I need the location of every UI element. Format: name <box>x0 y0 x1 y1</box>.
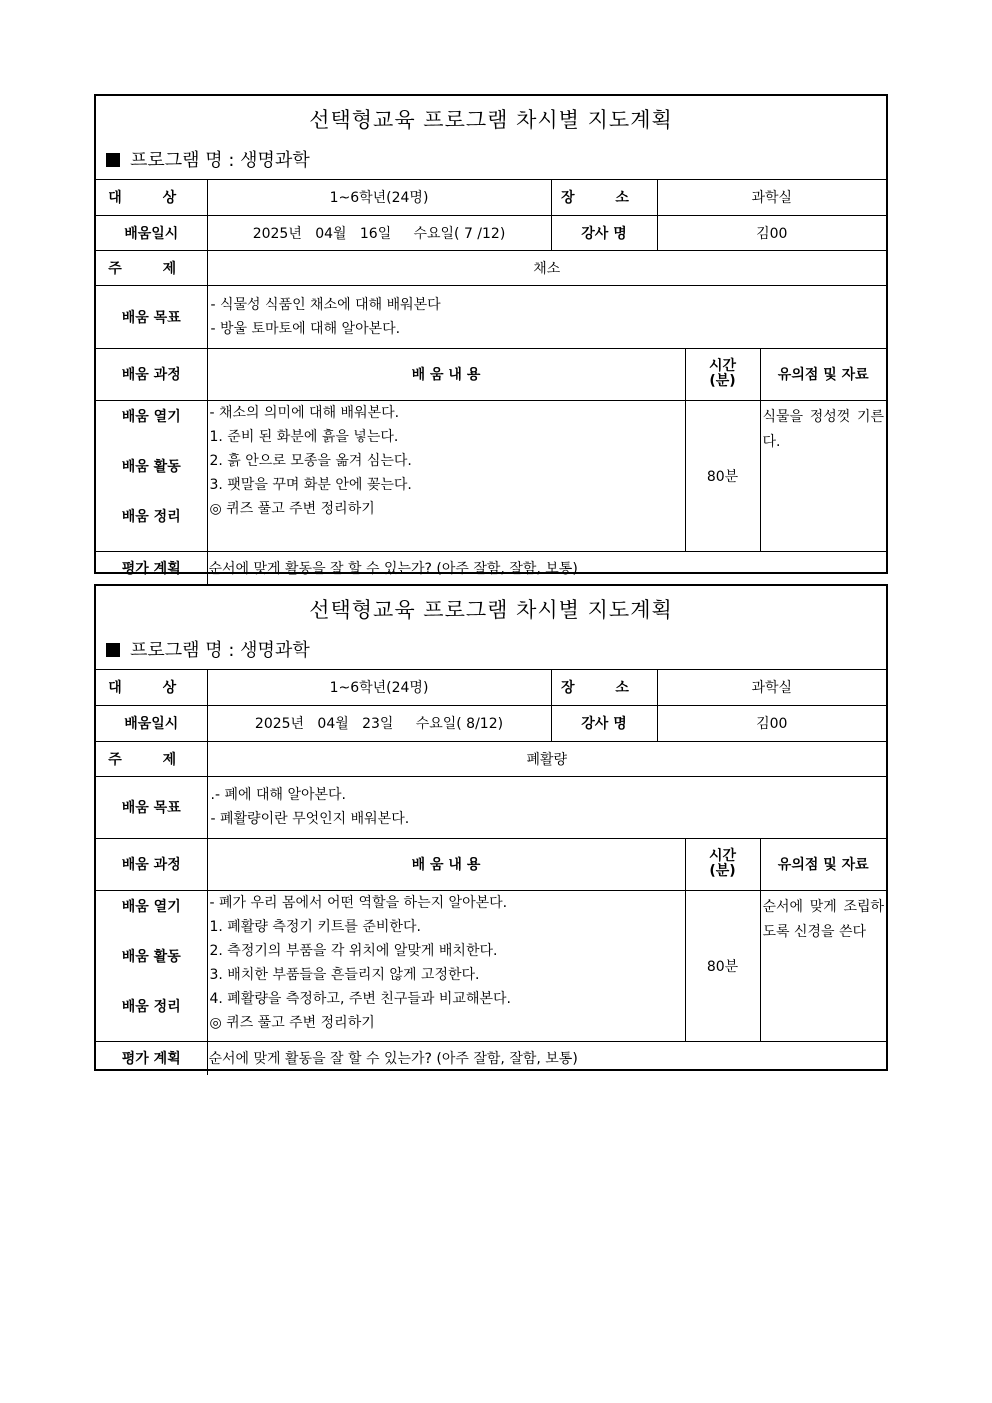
place-value: 과학실 <box>657 670 886 705</box>
target-label: 대 상 <box>96 180 207 215</box>
process-row <box>96 890 886 1041</box>
program-name-text: 프로그램 명 : 생명과학 <box>130 150 310 171</box>
goal-line: - 방울 토마토에 대해 알아본다. <box>210 320 401 337</box>
plan-table <box>96 670 886 1075</box>
date-label: 배움일시 <box>96 705 207 741</box>
place-label: 장 소 <box>551 180 657 215</box>
place-label: 장 소 <box>551 670 657 705</box>
evaluation-row <box>96 1041 886 1075</box>
content-line: ◎ 퀴즈 풀고 주변 정리하기 <box>209 1014 375 1031</box>
evaluation-value: 순서에 맞게 활동을 잘 할 수 있는가? (아주 잘함, 잘함, 보통) <box>207 1041 886 1075</box>
target-value: 1~6학년(24명) <box>207 670 551 705</box>
process-row <box>96 400 886 551</box>
content-line: 3. 팻말을 꾸며 화분 안에 꽂는다. <box>209 476 412 493</box>
date-row <box>96 215 886 250</box>
process-header-row <box>96 348 886 400</box>
content-label: 배 움 내 용 <box>207 838 685 890</box>
goal-value <box>207 285 886 348</box>
topic-value: 폐활량 <box>207 741 886 776</box>
date-label: 배움일시 <box>96 215 207 250</box>
time-label: 시간 (분) <box>685 348 760 400</box>
target-value: 1~6학년(24명) <box>207 180 551 215</box>
lesson-plan-2 <box>94 584 888 1071</box>
content-line: 1. 폐활량 측정기 키트를 준비한다. <box>209 918 421 935</box>
black-square-icon <box>106 643 120 657</box>
program-name <box>106 146 310 172</box>
goal-label: 배움 목표 <box>96 776 207 838</box>
stage-labels <box>96 400 207 551</box>
date-row <box>96 705 886 741</box>
time-value: 80분 <box>685 400 760 551</box>
stage-close: 배움 정리 <box>121 508 181 525</box>
stage-open: 배움 열기 <box>121 898 181 915</box>
goal-line: .- 폐에 대해 알아본다. <box>210 787 346 803</box>
topic-label: 주 제 <box>96 250 207 285</box>
content-value <box>207 890 685 1041</box>
instructor-value: 김00 <box>657 215 886 250</box>
content-line: 1. 준비 된 화분에 흙을 넣는다. <box>209 428 399 445</box>
instructor-label: 강사 명 <box>551 215 657 250</box>
content-line: - 폐가 우리 몸에서 어떤 역할을 하는지 알아본다. <box>209 894 508 911</box>
place-value: 과학실 <box>657 180 886 215</box>
notes-label: 유의점 및 자료 <box>760 348 886 400</box>
evaluation-label: 평가 계획 <box>96 551 207 585</box>
plan-header <box>96 96 886 180</box>
evaluation-row <box>96 551 886 585</box>
content-line: 4. 폐활량을 측정하고, 주변 친구들과 비교해본다. <box>209 990 511 1007</box>
date-value: 2025년 04월 23일 수요일( 8/12) <box>207 705 551 741</box>
topic-row <box>96 741 886 776</box>
notes-value: 순서에 맞게 조립하도록 신경을 쓴다 <box>760 890 886 1041</box>
instructor-label: 강사 명 <box>551 705 657 741</box>
goal-row <box>96 285 886 348</box>
lesson-plan-1 <box>94 94 888 578</box>
content-line: 2. 흙 안으로 모종을 옮겨 심는다. <box>209 452 412 469</box>
content-value <box>207 400 685 551</box>
content-line: ◎ 퀴즈 풀고 주변 정리하기 <box>209 500 375 517</box>
program-name <box>106 636 310 662</box>
content-line: 3. 배치한 부품들을 흔들리지 않게 고정한다. <box>209 966 480 983</box>
evaluation-value: 순서에 맞게 활동을 잘 할 수 있는가? (아주 잘함, 잘함, 보통) <box>207 551 886 585</box>
plan-table <box>96 180 886 585</box>
process-header-row <box>96 838 886 890</box>
topic-value: 채소 <box>207 250 886 285</box>
content-line: - 채소의 의미에 대해 배워본다. <box>209 404 400 421</box>
time-label: 시간 (분) <box>685 838 760 890</box>
plan-header <box>96 586 886 670</box>
stage-labels <box>96 890 207 1041</box>
target-row <box>96 670 886 705</box>
process-label: 배움 과정 <box>96 348 207 400</box>
goal-line: - 식물성 식품인 채소에 대해 배워본다 <box>210 296 441 313</box>
goal-row <box>96 776 886 838</box>
topic-row <box>96 250 886 285</box>
stage-open: 배움 열기 <box>121 408 181 425</box>
content-line: 2. 측정기의 부품을 각 위치에 알맞게 배치한다. <box>209 942 498 959</box>
notes-value: 식물을 정성껏 기른다. <box>760 400 886 551</box>
plan-title: 선택형교육 프로그램 차시별 지도계획 <box>309 108 673 132</box>
instructor-value: 김00 <box>657 705 886 741</box>
target-row <box>96 180 886 215</box>
content-label: 배 움 내 용 <box>207 348 685 400</box>
stage-activity: 배움 활동 <box>121 948 181 965</box>
evaluation-label: 평가 계획 <box>96 1041 207 1075</box>
notes-label: 유의점 및 자료 <box>760 838 886 890</box>
stage-activity: 배움 활동 <box>121 458 181 475</box>
plan-title: 선택형교육 프로그램 차시별 지도계획 <box>309 598 673 622</box>
program-name-text: 프로그램 명 : 생명과학 <box>130 640 310 661</box>
goal-label: 배움 목표 <box>96 285 207 348</box>
goal-value <box>207 776 886 838</box>
time-value: 80분 <box>685 890 760 1041</box>
stage-close: 배움 정리 <box>121 998 181 1015</box>
target-label: 대 상 <box>96 670 207 705</box>
topic-label: 주 제 <box>96 741 207 776</box>
goal-line: - 폐활량이란 무엇인지 배워본다. <box>210 811 410 827</box>
process-label: 배움 과정 <box>96 838 207 890</box>
black-square-icon <box>106 153 120 167</box>
date-value: 2025년 04월 16일 수요일( 7 /12) <box>207 215 551 250</box>
